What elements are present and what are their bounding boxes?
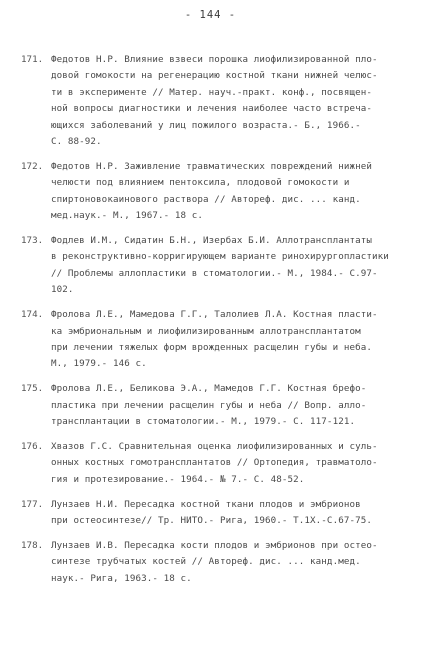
reference-line: довой гомокости на регенерацию костной ткани нижней челюс- xyxy=(51,70,378,82)
reference-line: трансплантации в стоматологии.- М., 1979.- С. 117-121. xyxy=(51,416,356,428)
reference-line: М., 1979.- 146 с. xyxy=(51,358,147,370)
reference-number: 178. xyxy=(21,540,44,552)
reference-line: Фролова Л.Е., Беликова Э.А., Мамедов Г.Г. Костная брефо- xyxy=(51,383,367,395)
reference-line: // Проблемы аллопластики в стоматологии.- М., 1984.- С.97- xyxy=(51,267,378,279)
reference-line: онных костных гомотрансплантатов // Ортопедия, травматоло- xyxy=(51,457,378,469)
reference-text xyxy=(51,497,409,530)
reference-number: 177. xyxy=(21,498,44,510)
reference-line: Федотов Н.Р. Заживление травматических повреждений нижней xyxy=(51,160,372,172)
reference-text xyxy=(51,439,409,488)
reference-number: 176. xyxy=(21,441,44,453)
reference-line: ка эмбриональным и лиофилизированным аллотрансплантатом xyxy=(51,325,361,337)
reference-text xyxy=(51,159,409,225)
reference-number: 175. xyxy=(21,383,44,395)
reference-line: при остеосинтезе// Тр. НИТО.- Рига, 1960.- Т.1Х.-С.67-75. xyxy=(51,515,372,527)
reference-entry xyxy=(21,307,409,373)
reference-entry xyxy=(21,538,409,587)
reference-line: наук.- Рига, 1963.- 18 с. xyxy=(51,572,192,584)
reference-line: мед.наук.- М., 1967.- 18 с. xyxy=(51,210,204,222)
reference-line: С. 88-92. xyxy=(51,136,102,148)
reference-list xyxy=(21,52,409,596)
reference-line: Лунзаев Н.И. Пересадка костной ткани плодов и эмбрионов xyxy=(51,498,361,510)
reference-entry xyxy=(21,381,409,430)
reference-text xyxy=(51,52,409,150)
reference-line: ти в эксперименте // Матер. науч.-практ. конф., посвящен- xyxy=(51,86,372,98)
page-number: - 144 - xyxy=(184,9,237,21)
reference-line: пластика при лечении расщелин губы и неба // Вопр. алло- xyxy=(51,399,367,411)
reference-line: 102. xyxy=(51,284,74,296)
reference-number: 172. xyxy=(21,160,44,172)
reference-text xyxy=(51,381,409,430)
reference-text xyxy=(51,307,409,373)
reference-entry xyxy=(21,52,409,150)
reference-text xyxy=(51,538,409,587)
reference-line: Лунзаев И.В. Пересадка кости плодов и эмбрионов при остео- xyxy=(51,540,378,552)
reference-line: гия и протезирование.- 1964.- № 7.- С. 48-52. xyxy=(51,473,305,485)
reference-line: ной вопросы диагностики и лечения наиболее часто встреча- xyxy=(51,103,372,115)
reference-number: 171. xyxy=(21,54,44,65)
reference-line: синтезе трубчатых костей // Автореф. дис. ... канд.мед. xyxy=(51,556,361,568)
reference-line: Хвазов Г.С. Сравнительная оценка лиофилизированных и суль- xyxy=(51,441,378,453)
reference-entry xyxy=(21,159,409,225)
reference-line: в реконструктивно-корригирующем варианте ринохирургопластики xyxy=(51,251,389,263)
reference-line: Фодлев И.М., Сидатин Б.Н., Изербах Б.И. Аллотрансплантаты xyxy=(51,235,372,247)
reference-text xyxy=(51,233,409,299)
reference-line: Фролова Л.Е., Мамедова Г.Г., Талолиев Л.А. Костная пласти- xyxy=(51,309,378,321)
reference-entry xyxy=(21,497,409,530)
reference-number: 173. xyxy=(21,235,44,247)
reference-entry xyxy=(21,233,409,299)
reference-line: спиртоновокаинового раствора // Автореф. дис. ... канд. xyxy=(51,193,361,205)
reference-number: 174. xyxy=(21,309,44,321)
reference-entry xyxy=(21,439,409,488)
reference-line: Федотов Н.Р. Влияние взвеси порошка лиофилизированной пло- xyxy=(51,54,378,65)
reference-line: при лечении тяжелых форм врожденных расщелин губы и неба. xyxy=(51,342,372,353)
reference-line: ющихся заболеваний у лиц пожилого возраста.- Б., 1966.- xyxy=(51,119,361,131)
reference-line: челюсти под влиянием пентоксила, плодовой гомокости и xyxy=(51,177,350,189)
